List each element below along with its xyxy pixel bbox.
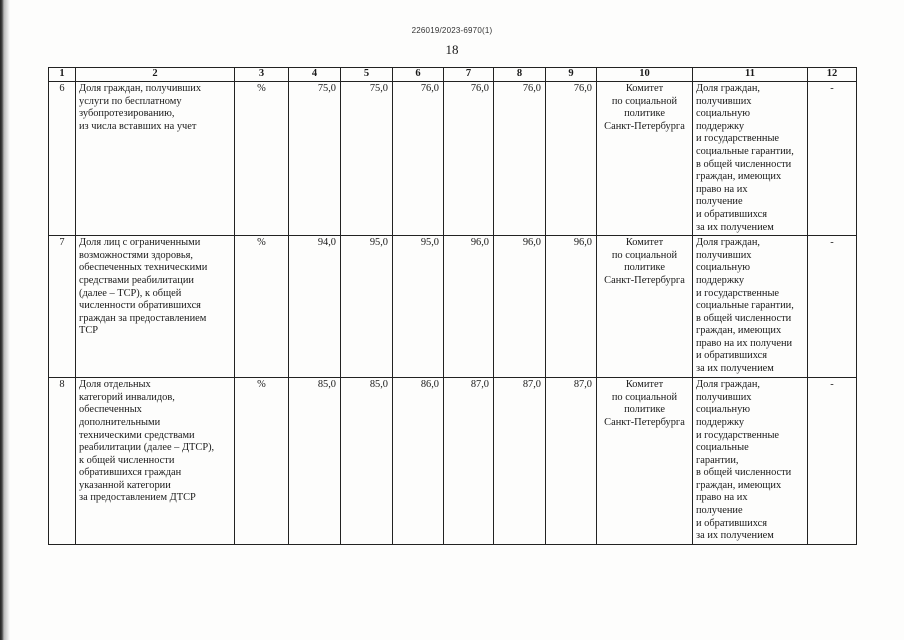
row-number: 7: [49, 236, 76, 378]
column-header: 11: [693, 68, 808, 82]
value-cell: 95,0: [393, 236, 444, 378]
note-cell: -: [808, 82, 857, 236]
value-cell: 94,0: [289, 236, 341, 378]
value-cell: 85,0: [341, 378, 393, 545]
indicators-table: [48, 67, 857, 545]
executor-cell: Комитет по социальной политике Санкт-Петербурга: [597, 236, 693, 378]
value-cell: 75,0: [289, 82, 341, 236]
unit-cell: %: [235, 378, 289, 545]
indicator-description: Доля граждан, получивших социальную поддержку и государственные социальные гарантии, в общей численности граждан, имеющих право на их получение и обратившихся за их получением: [693, 378, 808, 545]
note-cell: -: [808, 378, 857, 545]
column-header: 7: [444, 68, 494, 82]
value-cell: 96,0: [444, 236, 494, 378]
column-header: 2: [76, 68, 235, 82]
value-cell: 76,0: [444, 82, 494, 236]
indicator-description: Доля граждан, получивших социальную поддержку и государственные социальные гарантии, в общей численности граждан, имеющих право на их получени и обратившихся за их получением: [693, 236, 808, 378]
executor-cell: Комитет по социальной политике Санкт-Петербурга: [597, 378, 693, 545]
executor-cell: Комитет по социальной политике Санкт-Петербурга: [597, 82, 693, 236]
table-row: [49, 236, 857, 378]
table-row: [49, 378, 857, 545]
page-number: 18: [445, 42, 459, 57]
value-cell: 96,0: [494, 236, 546, 378]
indicator-name: Доля отдельных категорий инвалидов, обеспеченных дополнительными техническими средствами реабилитации (далее – ДТСР), к общей численности обратившихся граждан указанной категории за предоставлением ДТСР: [76, 378, 235, 545]
indicator-name: Доля лиц с ограниченными возможностями здоровья, обеспеченных техническими средствами реабилитации (далее – ТСР), к общей численности обратившихся граждан за предоставлением ТСР: [76, 236, 235, 378]
column-header: 3: [235, 68, 289, 82]
unit-cell: %: [235, 82, 289, 236]
column-header: 4: [289, 68, 341, 82]
value-cell: 76,0: [393, 82, 444, 236]
value-cell: 86,0: [393, 378, 444, 545]
value-cell: 85,0: [289, 378, 341, 545]
column-header: 5: [341, 68, 393, 82]
scan-edge: [0, 0, 10, 640]
column-header: 10: [597, 68, 693, 82]
value-cell: 76,0: [494, 82, 546, 236]
column-header: 1: [49, 68, 76, 82]
indicator-description: Доля граждан, получивших социальную поддержку и государственные социальные гарантии, в общей численности граждан, имеющих право на их получение и обратившихся за их получением: [693, 82, 808, 236]
note-cell: -: [808, 236, 857, 378]
value-cell: 96,0: [546, 236, 597, 378]
indicator-name: Доля граждан, получивших услуги по бесплатному зубопротезированию, из числа вставших на учет: [76, 82, 235, 236]
value-cell: 95,0: [341, 236, 393, 378]
column-header: 6: [393, 68, 444, 82]
value-cell: 87,0: [494, 378, 546, 545]
value-cell: 76,0: [546, 82, 597, 236]
value-cell: 87,0: [546, 378, 597, 545]
table-row: [49, 82, 857, 236]
row-number: 6: [49, 82, 76, 236]
value-cell: 87,0: [444, 378, 494, 545]
unit-cell: %: [235, 236, 289, 378]
column-header: 12: [808, 68, 857, 82]
document-id: 226019/2023-6970(1): [411, 26, 493, 35]
column-header: 8: [494, 68, 546, 82]
table-header-row: [49, 68, 857, 82]
value-cell: 75,0: [341, 82, 393, 236]
column-header: 9: [546, 68, 597, 82]
row-number: 8: [49, 378, 76, 545]
